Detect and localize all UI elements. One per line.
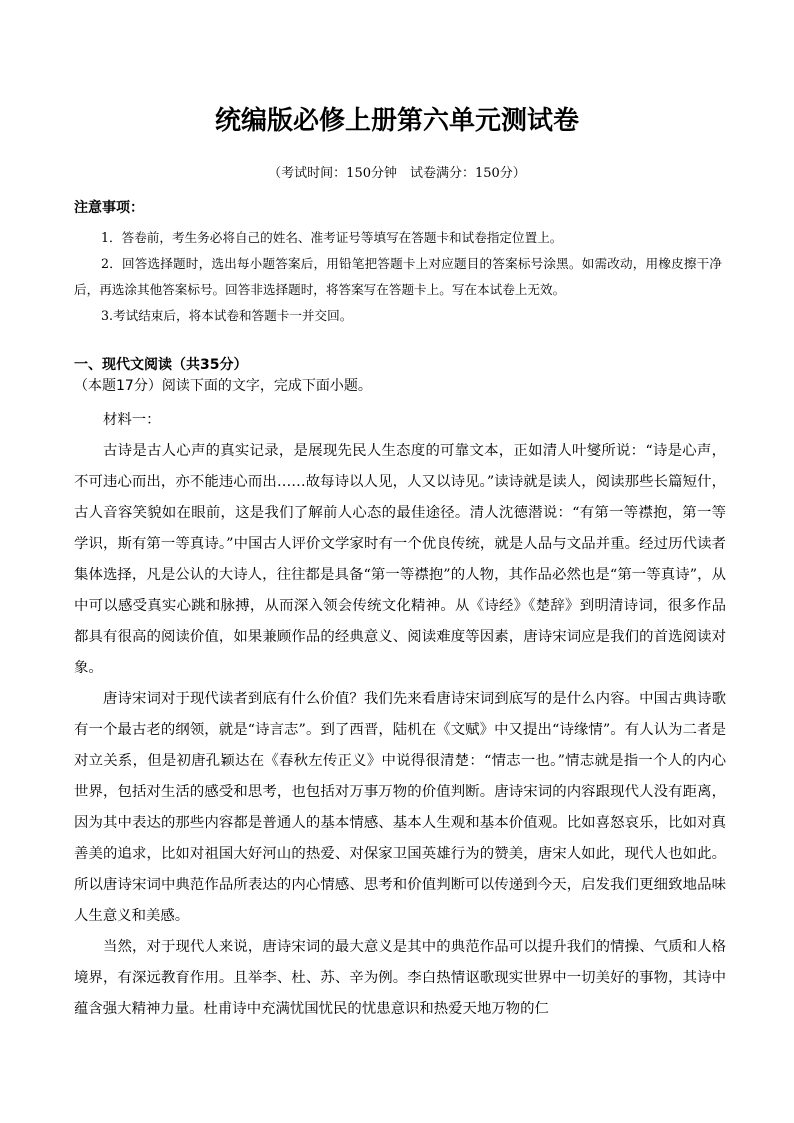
notice-item-1: 1．答卷前，考生务必将自己的姓名、准考证号等填写在答题卡和试卷指定位置上。 (101, 230, 563, 245)
exam-title: 统编版必修上册第六单元测试卷 (214, 106, 579, 136)
exam-subtitle: （考试时间：150分钟 试卷满分：150分） (268, 166, 526, 181)
passage-paragraph-3: 当然，对于现代人来说，唐诗宋词的最大意义是其中的典范作品可以提升我们的情操、气质和人格境界，有深远教育作用。且举李、杜、苏、辛为例。李白热情讴歌现实世界中一切美好的事物，其诗中蕴含强大精神力量。杜甫诗中充满忧国忧民的忧患意识和热爱天地万物的仁 (74, 939, 726, 1017)
notice-heading: 注意事项： (74, 200, 144, 216)
material-label: 材料一： (103, 412, 161, 428)
passage-paragraph-2: 唐诗宋词对于现代读者到底有什么价值？我们先来看唐诗宋词到底写的是什么内容。中国古典诗歌有一个最古老的纲领，就是“诗言志”。到了西晋，陆机在《文赋》中又提出“诗缘情”。有人认为二者是对立关系，但是初唐孔颖达在《春秋左传正义》中说得很清楚：“情志一也。”情志就是指一个人的内心世界，包括对生活的感受和思考，也包括对万事万物的价值判断。唐诗宋词的内容跟现代人没有距离，因为其中表达的那些内容都是普通人的基本情感、基本人生观和基本价值观。比如喜怒哀乐，比如对真善美的追求，比如对祖国大好河山的热爱、对保家卫国英雄行为的赞美，唐宋人如此，现代人也如此。所以唐诗宋词中典范作品所表达的内心情感、思考和价值判断可以传递到今天，启发我们更细致地品味人生意义和美感。 (74, 691, 726, 924)
reading-instruction: （本题17分）阅读下面的文字，完成下面小题。 (74, 378, 372, 394)
notice-item-2: 2．回答选择题时，选出每小题答案后，用铅笔把答题卡上对应题目的答案标号涂黑。如需改动，用橡皮擦干净后，再选涂其他答案标号。回答非选择题时，将答案写在答题卡上。写在本试卷上无效。 (74, 256, 722, 297)
section-heading: 一、现代文阅读（共35分） (74, 357, 248, 373)
passage-paragraph-1: 古诗是古人心声的真实记录，是展现先民人生态度的可靠文本，正如清人叶燮所说：“诗是心声，不可违心而出，亦不能违心而出……故每诗以人见，人又以诗见。”读诗就是读人，阅读那些长篇短什，古人音容笑貌如在眼前，这是我们了解前人心态的最佳途径。清人沈德潜说：“有第一等襟抱，第一等学识，斯有第一等真诗。”中国古人评价文学家时有一个优良传统，就是人品与文品并重。经过历代读者集体选择，凡是公认的大诗人，往往都是具备“第一等襟抱”的人物，其作品必然也是“第一等真诗”，从中可以感受真实心跳和脉搏，从而深入领会传统文化精神。从《诗经》《楚辞》到明清诗词，很多作品都具有很高的阅读价值，如果兼顾作品的经典意义、阅读难度等因素，唐诗宋词应是我们的首选阅读对象。 (74, 443, 726, 676)
notice-item-3: 3.考试结束后，将本试卷和答题卡一并交回。 (101, 308, 353, 323)
